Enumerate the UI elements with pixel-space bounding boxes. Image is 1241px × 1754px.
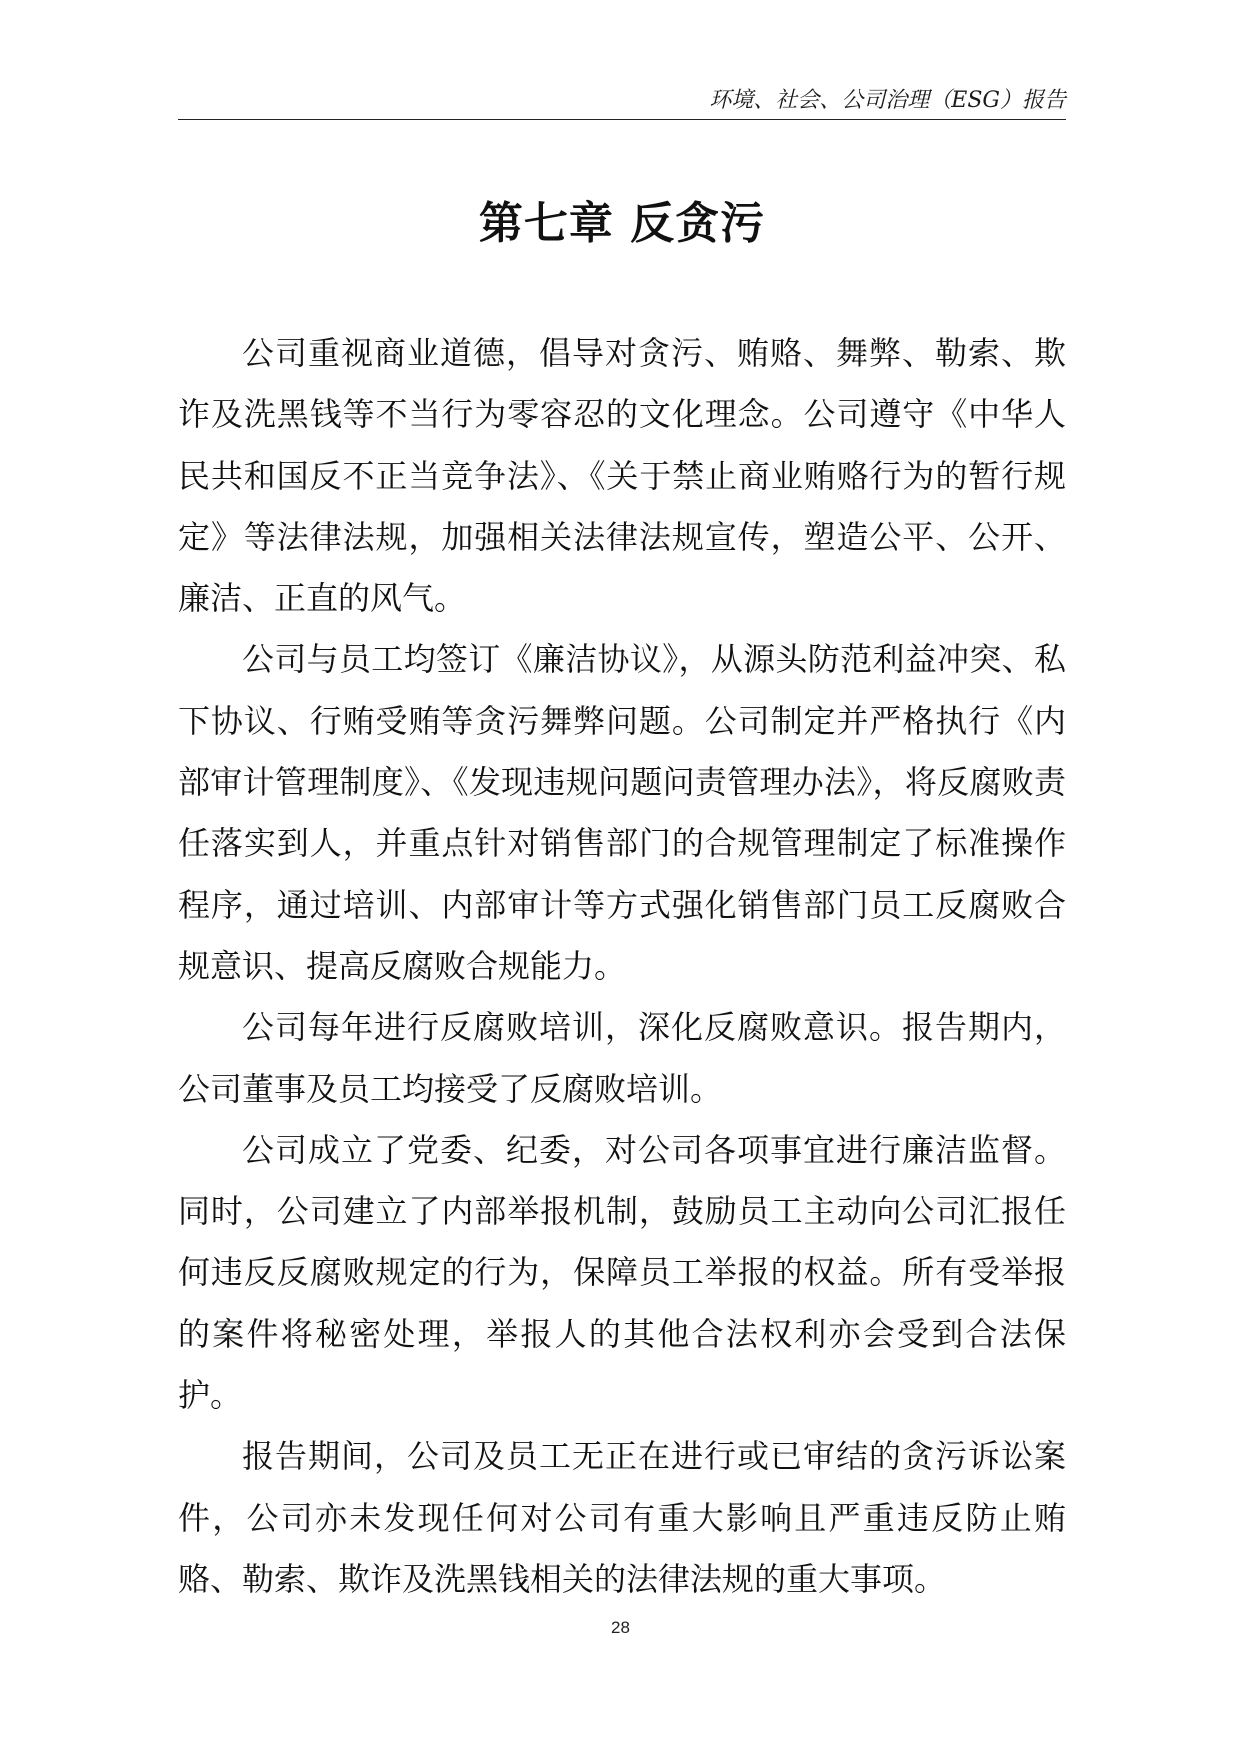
paragraph-2: 公司与员工均签订《廉洁协议》，从源头防范利益冲突、私下协议、行贿受贿等贪污舞弊问题。公司制定并严格执行《内部审计管理制度》、《发现违规问题问责管理办法》，将反腐败责任落实到人，并重点针对销售部门的合规管理制定了标准操作程序，通过培训、内部审计等方式强化销售部门员工反腐败合规意识、提高反腐败合规能力。 <box>178 640 1066 985</box>
chapter-title: 第七章 反贪污 <box>478 198 766 249</box>
body-text <box>178 323 1066 1610</box>
header-title: 环境、社会、公司治理（ESG）报告 <box>709 88 1066 113</box>
paragraph-5: 报告期间，公司及员工无正在进行或已审结的贪污诉讼案件，公司亦未发现任何对公司有重大影响且严重违反防止贿赂、勒索、欺诈及洗黑钱相关的法律法规的重大事项。 <box>178 1437 1066 1598</box>
paragraph-1: 公司重视商业道德，倡导对贪污、贿赂、舞弊、勒索、欺诈及洗黑钱等不当行为零容忍的文化理念。公司遵守《中华人民共和国反不正当竞争法》、《关于禁止商业贿赂行为的暂行规定》等法律法规，加强相关法律法规宣传，塑造公平、公开、廉洁、正直的风气。 <box>178 334 1066 618</box>
header-rule <box>178 119 1066 120</box>
paragraph-3: 公司每年进行反腐败培训，深化反腐败意识。报告期内，公司董事及员工均接受了反腐败培训。 <box>178 1008 1066 1108</box>
page-header <box>178 88 1066 118</box>
paragraph-4: 公司成立了党委、纪委，对公司各项事宜进行廉洁监督。同时，公司建立了内部举报机制，鼓励员工主动向公司汇报任何违反反腐败规定的行为，保障员工举报的权益。所有受举报的案件将秘密处理，举报人的其他合法权利亦会受到合法保护。 <box>178 1130 1066 1415</box>
page-number: 28 <box>611 1618 630 1637</box>
